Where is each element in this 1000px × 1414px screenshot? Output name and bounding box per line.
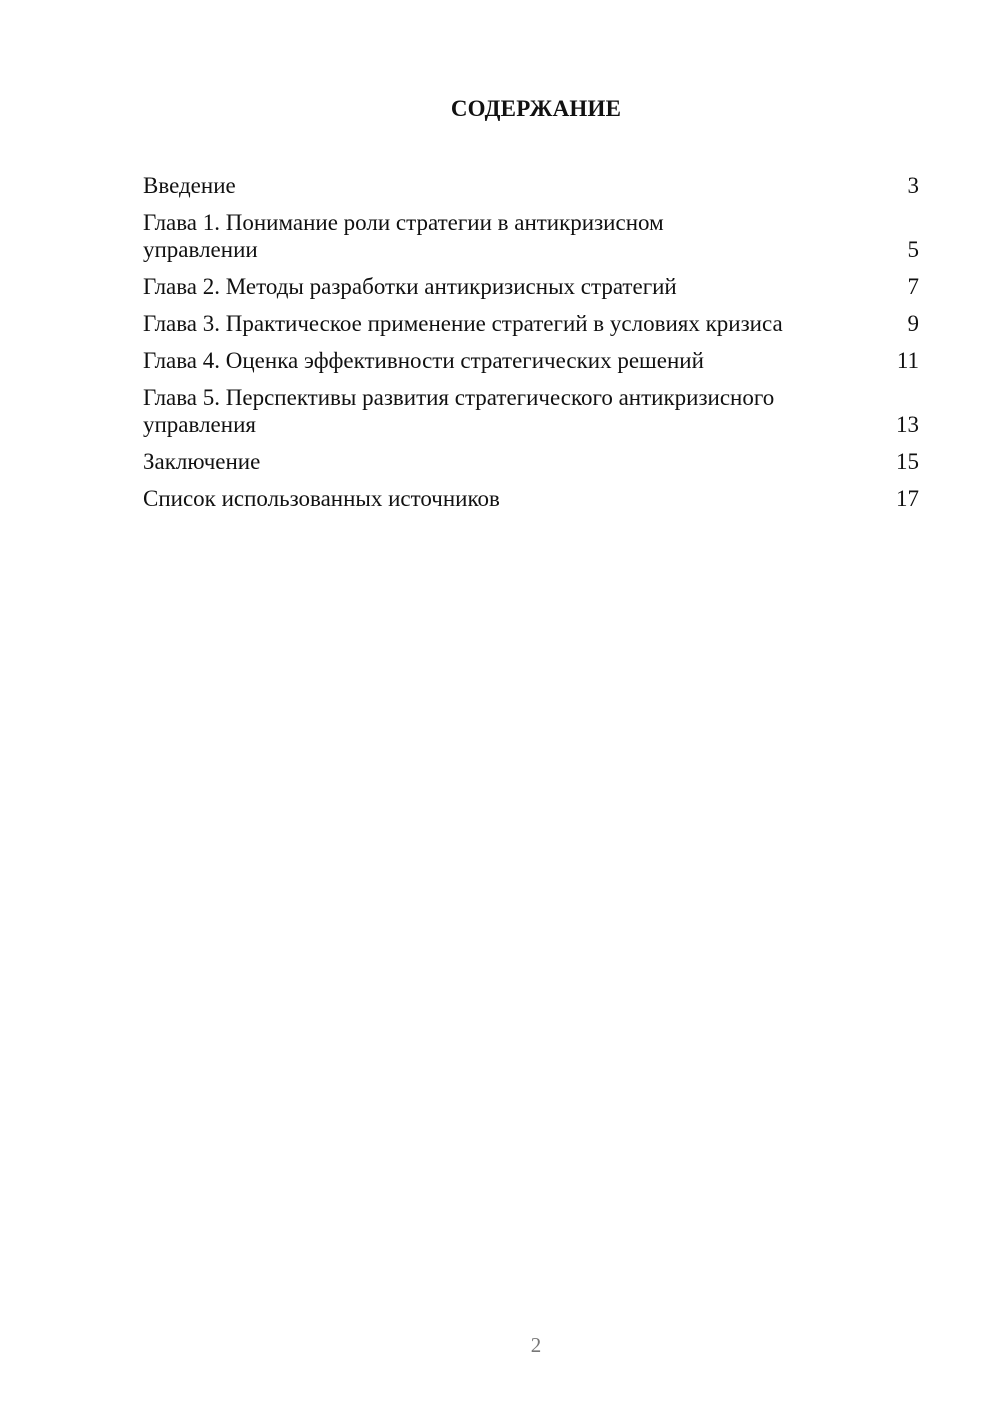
toc-item-label: Заключение	[143, 449, 261, 474]
toc-item-chapter-4	[143, 347, 919, 374]
toc-item-page: 9	[907, 311, 919, 336]
toc-item-page: 3	[907, 173, 919, 198]
toc-item-conclusion	[143, 448, 919, 475]
toc-item-page: 11	[896, 348, 919, 373]
toc-item-label: Глава 1. Понимание роли стратегии в антикризисном управлении	[143, 210, 664, 262]
toc-item-references	[143, 485, 919, 512]
toc-item-page: 15	[896, 449, 919, 474]
toc-item-page: 13	[896, 412, 919, 437]
page-number: 2	[530, 1333, 542, 1357]
toc-item-label: Глава 2. Методы разработки антикризисных стратегий	[143, 274, 677, 299]
toc-item-introduction	[143, 172, 919, 199]
table-of-contents	[143, 172, 919, 522]
toc-item-page: 7	[907, 274, 919, 299]
toc-item-label: Введение	[143, 173, 236, 198]
toc-item-label: Глава 4. Оценка эффективности стратегических решений	[143, 348, 704, 373]
toc-item-label: Список использованных источников	[143, 486, 500, 511]
toc-item-chapter-5	[143, 384, 919, 438]
toc-item-page: 17	[896, 486, 919, 511]
toc-item-page: 5	[907, 237, 919, 262]
toc-item-label: Глава 3. Практическое применение стратегий в условиях кризиса	[143, 311, 783, 336]
page-title: СОДЕРЖАНИЕ	[450, 96, 622, 121]
toc-item-chapter-2	[143, 273, 919, 300]
toc-item-chapter-3	[143, 310, 919, 337]
toc-item-label: Глава 5. Перспективы развития стратегического антикризисного управления	[143, 385, 775, 437]
toc-item-chapter-1	[143, 209, 919, 263]
